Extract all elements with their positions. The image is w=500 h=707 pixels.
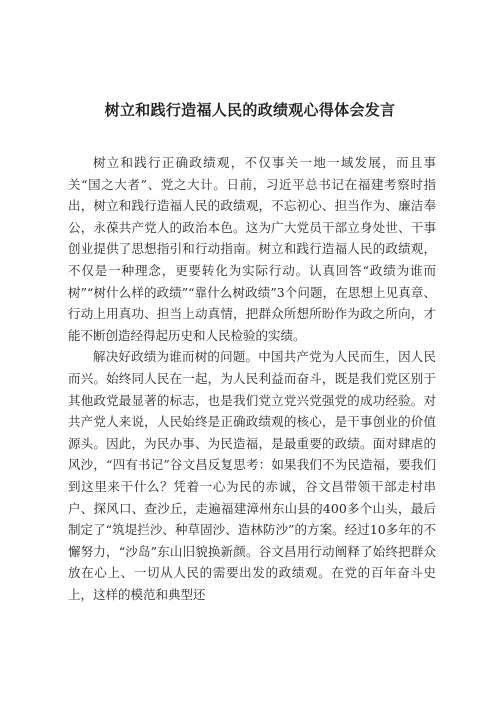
document-title: 树立和践行造福人民的政绩观心得体会发言 [104, 101, 396, 119]
paragraph: 树立和践行正确政绩观，不仅事关一地一域发展，而且事关“国之大者”、党之大计。日前，习近平总书记在福建考察时指出，树立和践行造福人民的政绩观，不忘初心、担当作为、廉洁奉公，永葆共产党人的政治本色。这为广大党员干部立身处世、干事创业提供了思想指引和行动指南。树立和践行造福人民的政绩观，不仅是一种理念，更要转化为实际行动。认真回答“政绩为谁而树”“树什么样的政绩”“靠什么树政绩”3个问题，在思想上见真章、行动上用真功、担当上动真情，把群众所想所盼作为政之所向，才能不断创造经得起历史和人民检验的实绩。 [68, 155, 436, 343]
document-body [68, 152, 436, 605]
paragraph: 解决好政绩为谁而树的问题。中国共产党为人民而生，因人民而兴。始终同人民在一起，为人民利益而奋斗，既是我们党区别于其他政党最显著的标志，也是我们党立党兴党强党的成功经验。对共产党人来说，人民始终是正确政绩观的核心，是干事创业的价值源头。因此，为民办事、为民造福，是最重要的政绩。面对肆虐的风沙，“四有书记”谷文昌反复思考：如果我们不为民造福，要我们到这里来干什么？凭着一心为民的赤诚，谷文昌带领干部走村串户、探风口、查沙丘，走遍福建漳州东山县的400多个山头，最后制定了“筑堤拦沙、种草固沙、造林防沙”的方案。经过10多年的不懈努力，“沙岛”东山旧貌换新颜。谷文昌用行动阐释了始终把群众放在心上、一切从人民的需要出发的政绩观。在党的百年奋斗史上，这样的模范和典型还 [68, 349, 436, 602]
